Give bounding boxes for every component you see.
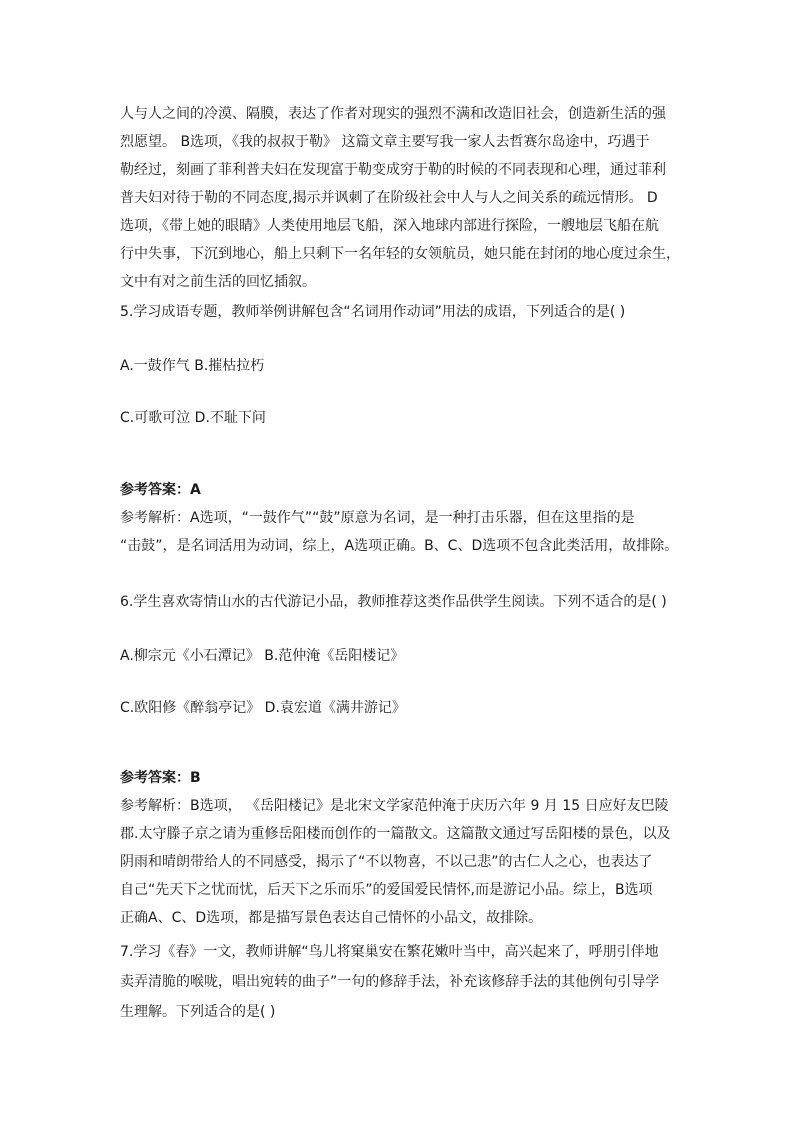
q6-analysis-line-1: 参考解析：B选项， 《岳阳楼记》是北宋文学家范仲淹于庆历六年 9 月 15 日应好友巴陵 — [120, 798, 669, 814]
q7-question-line-3: 生理解。下列适合的是( ) — [120, 1004, 276, 1020]
q5-options-row-2: C.可歌可泣 D.不耻下问 — [120, 410, 266, 426]
intro-line-7: 文中有对之前生活的回忆插叙。 — [120, 274, 316, 290]
q5-answer-label: 参考答案：A — [120, 482, 201, 498]
q6-analysis-line-5: 正确A、C、D选项，都是描写景色表达自己情怀的小品文，故排除。 — [120, 910, 543, 926]
q6-analysis-line-2: 郡.太守滕子京之请为重修岳阳楼而创作的一篇散文。这篇散文通过写岳阳楼的景色，以及 — [120, 826, 671, 842]
q6-answer-label: 参考答案：B — [120, 770, 201, 786]
q5-analysis-line-2: “击鼓”，是名词活用为动词，综上，A选项正确。B、C、D选项不包含此类活用，故排除。 — [120, 538, 679, 554]
q6-options-row-2: C.欧阳修《醉翁亭记》 D.袁宏道《满井游记》 — [120, 700, 406, 716]
intro-line-1: 人与人之间的冷漠、隔膜，表达了作者对现实的强烈不满和改造旧社会，创造新生活的强 — [120, 106, 666, 122]
q6-analysis-line-3: 阴雨和晴朗带给人的不同感受，揭示了“不以物喜，不以己悲”的古仁人之心，也表达了 — [120, 854, 653, 870]
intro-line-5: 选项，《带上她的眼睛》人类使用地层飞船，深入地球内部进行探险，一艘地层飞船在航 — [120, 218, 659, 234]
q6-options-row-1: A.柳宗元《小石潭记》 B.范仲淹《岳阳楼记》 — [120, 648, 405, 664]
q7-question-line-1: 7.学习《春》一文，教师讲解“鸟儿将窠巢安在繁花嫩叶当中，高兴起来了，呼朋引伴地 — [120, 944, 659, 960]
intro-line-6: 行中失事，下沉到地心，船上只剩下一名年轻的女领航员，她只能在封闭的地心度过余生， — [120, 246, 680, 262]
q5-question: 5.学习成语专题，教师举例讲解包含“名词用作动词”用法的成语，下列适合的是( ) — [120, 304, 626, 320]
intro-line-3: 勒经过，刻画了菲利普夫妇在发现富于勒变成穷于勒的时候的不同表现和心理，通过菲利 — [120, 162, 666, 178]
q5-options-row-1: A.一鼓作气 B.摧枯拉朽 — [120, 358, 265, 374]
intro-line-2: 烈愿望。 B选项，《我的叔叔于勒》 这篇文章主要写我一家人去哲赛尔岛途中，巧遇于 — [120, 134, 650, 150]
q7-question-line-2: 卖弄清脆的喉咙，唱出宛转的曲子”一句的修辞手法，补充该修辞手法的其他例句引导学 — [120, 974, 660, 990]
q6-analysis-line-4: 自己“先天下之忧而忧，后天下之乐而乐”的爱国爱民情怀,而是游记小品。综上，B选项 — [120, 882, 653, 898]
intro-line-4: 普夫妇对待于勒的不同态度,揭示并讽刺了在阶级社会中人与人之间关系的疏远情形。 D — [120, 190, 658, 206]
q5-analysis-line-1: 参考解析：A选项，“一鼓作气”“鼓”原意为名词，是一种打击乐器，但在这里指的是 — [120, 510, 635, 526]
q6-question: 6.学生喜欢寄情山水的古代游记小品，教师推荐这类作品供学生阅读。下列不适合的是( ) — [120, 594, 667, 610]
